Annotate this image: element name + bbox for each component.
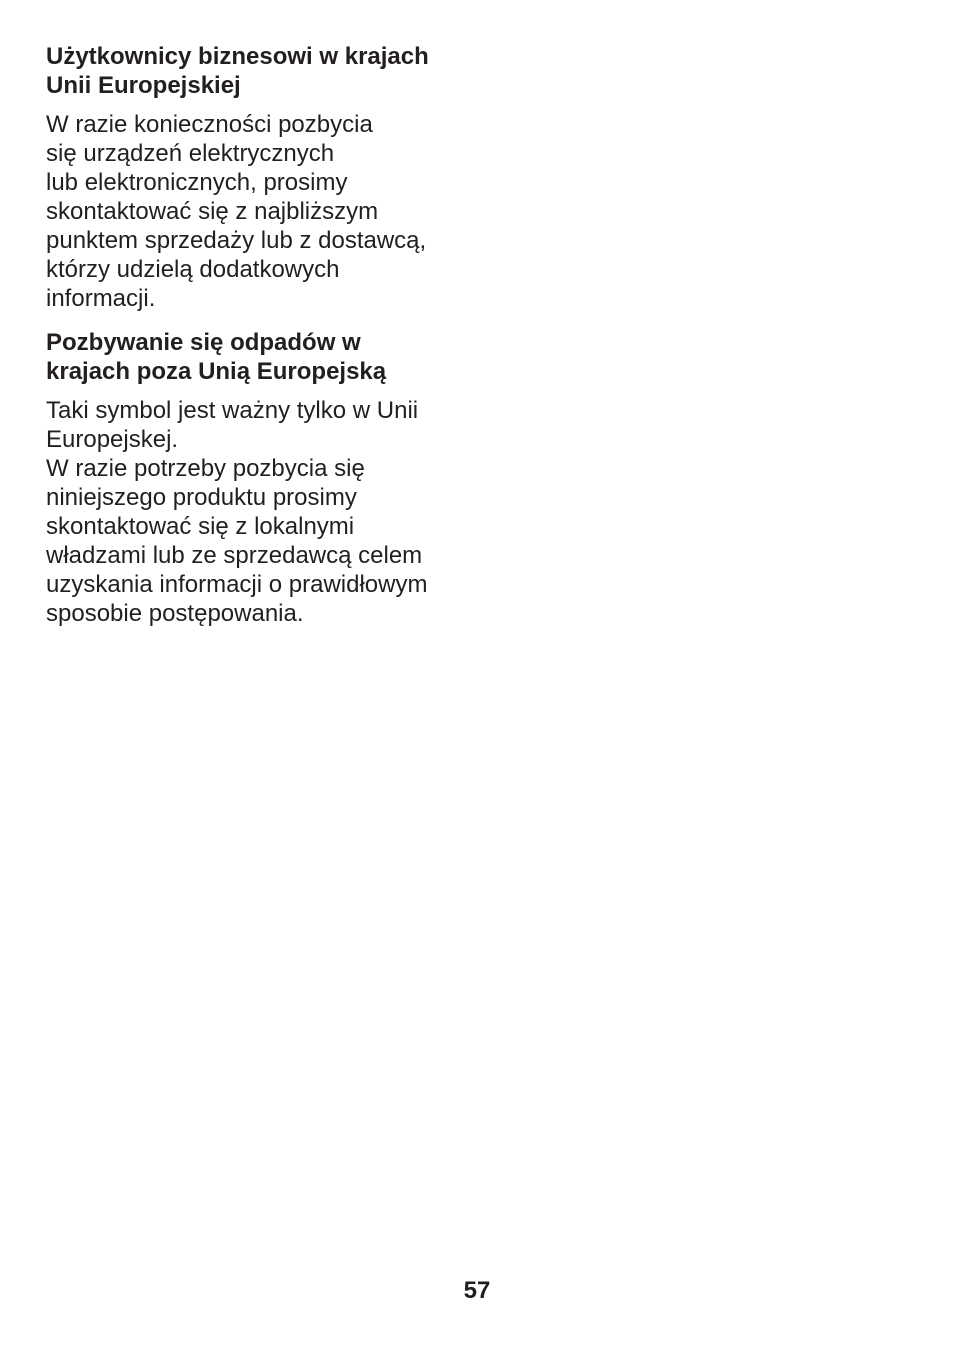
paragraph-line: niniejszego produktu prosimy bbox=[46, 484, 357, 511]
paragraph-line: władzami lub ze sprzedawcą celem bbox=[46, 542, 423, 569]
heading-line: Unii Europejskiej bbox=[46, 72, 241, 99]
section-heading-outside-eu bbox=[46, 328, 476, 386]
section-paragraph-outside-eu bbox=[46, 396, 476, 628]
text-column bbox=[46, 40, 476, 628]
paragraph-line: punktem sprzedaży lub z dostawcą, bbox=[46, 227, 427, 254]
paragraph-line: W razie konieczności pozbycia bbox=[46, 111, 373, 138]
section-heading-business-users bbox=[46, 42, 476, 100]
paragraph-line: Taki symbol jest ważny tylko w Unii bbox=[46, 397, 419, 424]
paragraph-line: informacji. bbox=[46, 285, 156, 312]
heading-line: Użytkownicy biznesowi w krajach bbox=[46, 43, 429, 70]
paragraph-line: skontaktować się z lokalnymi bbox=[46, 513, 355, 540]
paragraph-line: się urządzeń elektrycznych bbox=[46, 140, 335, 167]
paragraph-line: Europejskej. bbox=[46, 426, 179, 453]
paragraph-line: skontaktować się z najbliższym bbox=[46, 198, 379, 225]
page-number: 57 bbox=[463, 1277, 491, 1304]
heading-line: Pozbywanie się odpadów w bbox=[46, 329, 361, 356]
heading-line: krajach poza Unią Europejską bbox=[46, 358, 387, 385]
paragraph-line: sposobie postępowania. bbox=[46, 600, 304, 627]
paragraph-line: którzy udzielą dodatkowych bbox=[46, 256, 340, 283]
paragraph-line: W razie potrzeby pozbycia się bbox=[46, 455, 365, 482]
paragraph-line: lub elektronicznych, prosimy bbox=[46, 169, 348, 196]
section-paragraph-business-users bbox=[46, 110, 476, 313]
paragraph-line: uzyskania informacji o prawidłowym bbox=[46, 571, 428, 598]
